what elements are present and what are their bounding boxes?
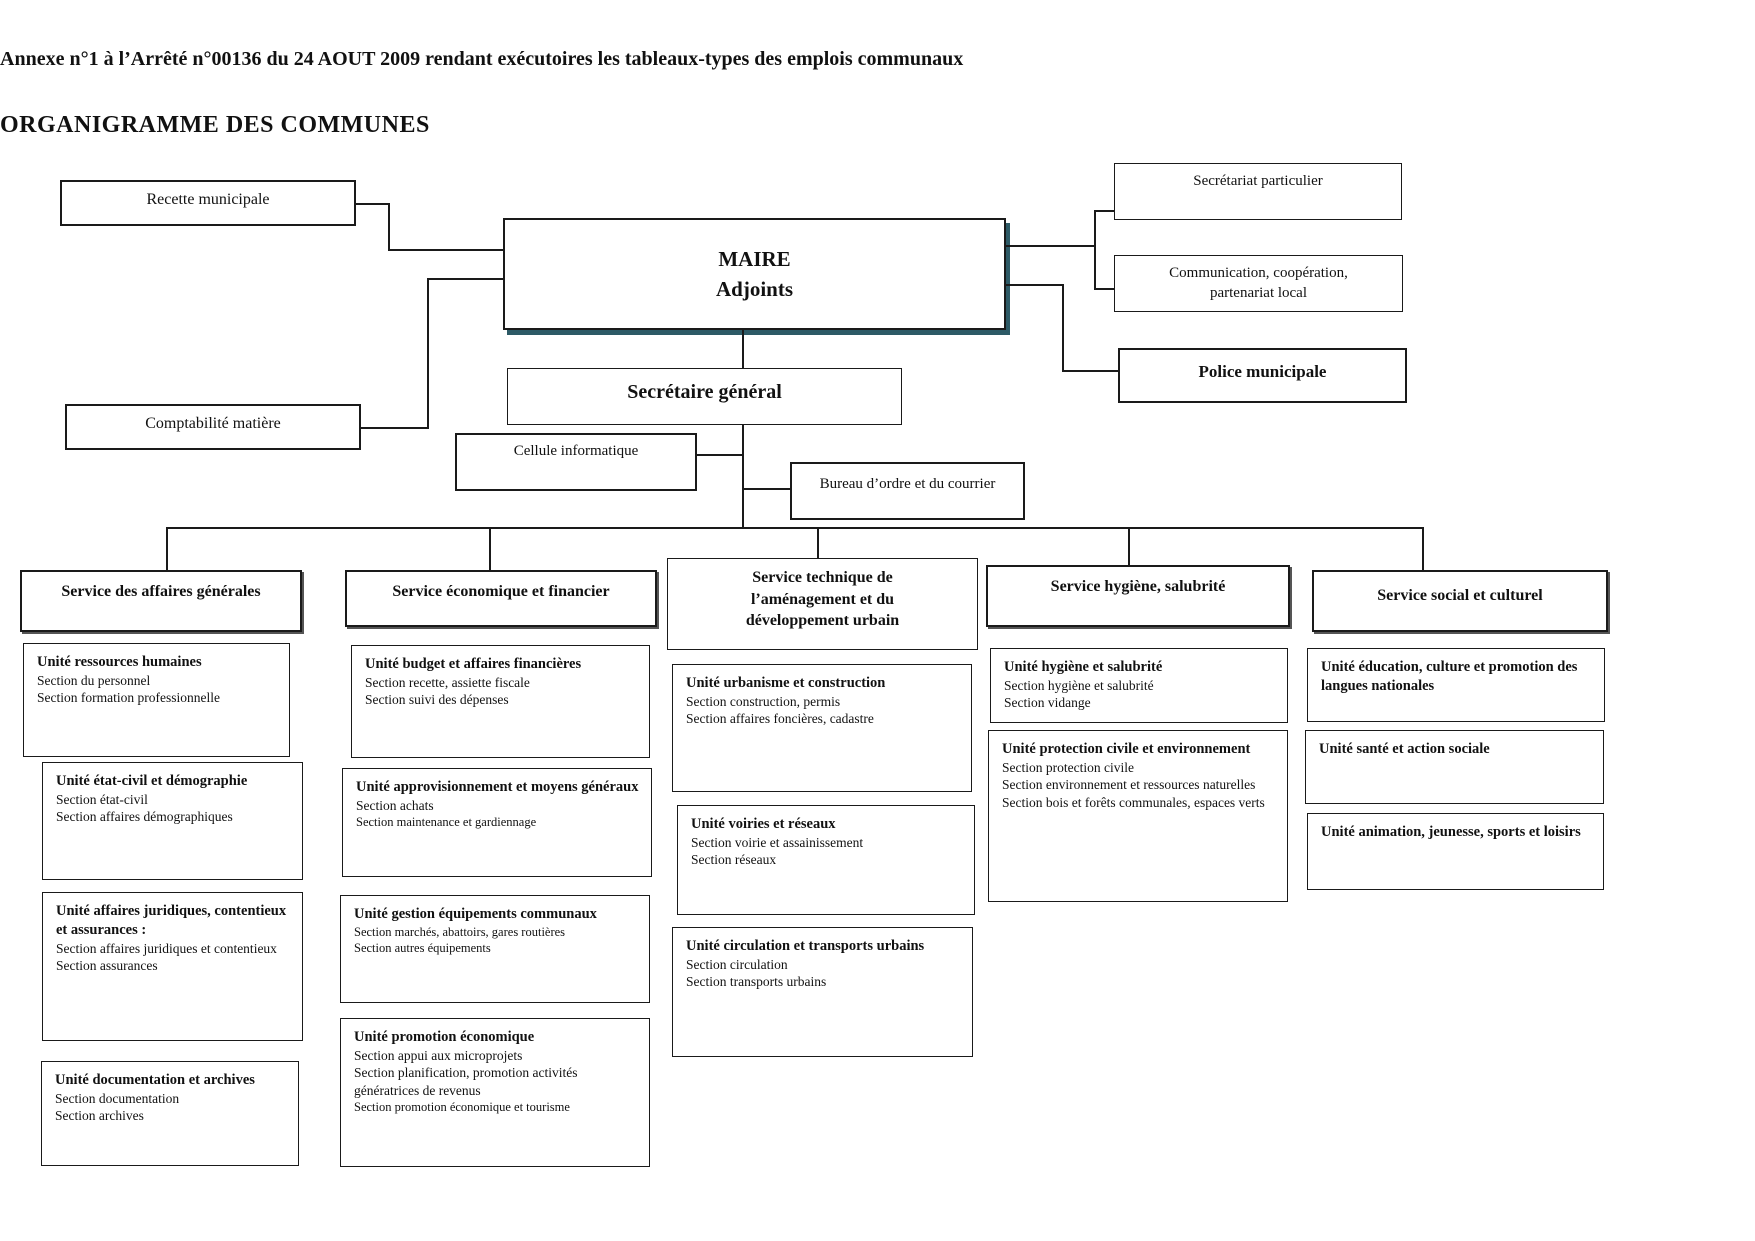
connector-line [1062,370,1118,372]
section-label: Section maintenance et gardiennage [356,815,537,830]
unit-title: Unité budget et affaires financières [365,656,582,672]
communication-line1: Communication, coopération, [1169,265,1348,281]
unit-title: Unité urbanisme et construction [686,675,886,691]
section-label: Section recette, assiette fiscale [365,674,530,690]
section-label: Section circulation [686,956,788,972]
section-label: Section assurances [56,958,158,974]
cellule-informatique-box: Cellule informatique [455,433,697,491]
connector-line [427,278,503,280]
unit-box [672,927,973,1057]
section-label: Section transports urbains [686,974,827,990]
section-label: Section formation professionnelle [37,690,220,706]
section-label: Section suivi des dépenses [365,692,509,708]
service-header-label: Service technique de [752,569,893,586]
section-label: Section affaires foncières, cadastre [686,711,874,727]
unit-title: Unité circulation et transports urbains [686,938,925,954]
connector-line [1094,288,1114,290]
unit-box [988,730,1288,902]
connector-line [166,527,168,572]
connector-line [1062,284,1064,372]
section-label: Section réseaux [691,852,777,868]
section-label: Section construction, permis [686,693,841,709]
annexe-title: Annexe n°1 à l’Arrêté n°00136 du 24 AOUT 2009 rendant exécutoires les tableaux-types des emplois communaux [0,48,964,70]
section-label: Section du personnel [37,672,151,688]
unit-title: Unité approvisionnement et moyens généraux [356,779,639,795]
unit-box [340,895,650,1003]
unit-title: Unité affaires juridiques, contentieux et assurances : [56,903,287,938]
unit-title: Unité éducation, culture et promotion des langues nationales [1321,659,1578,694]
section-label: Section voirie et assainissement [691,834,864,850]
maire-box [503,218,1006,330]
connector-line [1094,210,1096,290]
section-label: Section environnement et ressources naturelles [1002,777,1256,793]
unit-box [990,648,1288,723]
unit-box [342,768,652,877]
service-header-label: Service social et culturel [1377,587,1543,604]
police-municipale-box: Police municipale [1118,348,1407,403]
service-header-label: Service des affaires générales [61,583,261,600]
comptabilite-matiere-box: Comptabilité matière [65,404,361,450]
section-label: Section appui aux microprojets [354,1047,523,1063]
service-header-label: Service économique et financier [392,583,610,600]
section-label: Section planification, promotion activités génératrices de revenus [354,1065,578,1098]
section-label: Section bois et forêts communales, espaces verts [1002,794,1265,810]
section-label: Section affaires démographiques [56,809,233,825]
communication-line2: partenariat local [1209,285,1308,302]
unit-title: Unité voiries et réseaux [691,816,836,832]
unit-box [42,762,303,880]
connector-line [1094,210,1114,212]
service-header-label: développement urbain [745,612,900,630]
section-label: Section marchés, abattoirs, gares routières [354,924,566,939]
unit-box [1307,813,1604,890]
diagram-title: ORGANIGRAMME DES COMMUNES [0,112,430,138]
unit-box [42,892,303,1041]
connector-line [1422,527,1424,572]
unit-title: Unité documentation et archives [55,1072,255,1088]
unit-box [340,1018,650,1167]
connector-line [388,203,390,251]
unit-title: Unité ressources humaines [37,654,202,670]
connector-line [744,488,790,490]
unit-title: Unité animation, jeunesse, sports et loisirs [1321,824,1581,840]
section-label: Section archives [55,1108,144,1124]
connector-line [1128,527,1130,567]
section-label: Section promotion économique et tourisme [354,1100,570,1115]
connector-line [427,278,429,429]
unit-title: Unité santé et action sociale [1319,741,1490,757]
service-header [667,558,978,650]
unit-box [1307,648,1605,722]
unit-box [1305,730,1604,804]
service-header [986,565,1290,627]
unit-title: Unité protection civile et environnement [1002,741,1251,757]
connector-line [356,203,390,205]
service-header [1312,570,1608,632]
section-label: Section documentation [55,1090,180,1106]
section-label: Section affaires juridiques et contentieux [56,940,277,956]
section-label: Section hygiène et salubrité [1004,677,1154,693]
secretariat-particulier-box: Secrétariat particulier [1114,163,1402,220]
maire-label: MAIRE [718,246,791,271]
service-header-label: l’aménagement et du [750,590,895,608]
connector-line [388,249,503,251]
connector-line [817,527,819,560]
unit-box [677,805,975,915]
connector-line [697,454,743,456]
unit-box [351,645,650,758]
section-label: Section protection civile [1002,759,1134,775]
secretaire-general-box: Secrétaire général [507,368,902,425]
connector-line [742,425,744,528]
unit-title: Unité état-civil et démographie [56,773,248,789]
unit-box [23,643,290,757]
unit-box [672,664,972,792]
service-header-label: Service hygiène, salubrité [1050,578,1226,595]
unit-title: Unité gestion équipements communaux [354,906,597,922]
service-header [20,570,302,632]
bureau-ordre-box: Bureau d’ordre et du courrier [790,462,1025,520]
connector-line [1006,245,1096,247]
connector-line [489,527,491,572]
section-label: Section état-civil [56,791,148,807]
unit-title: Unité promotion économique [354,1029,535,1045]
service-header [345,570,657,627]
section-label: Section vidange [1004,695,1091,711]
distribution-line [166,527,1424,529]
connector-line [742,330,744,368]
connector-line [1006,284,1064,286]
unit-title: Unité hygiène et salubrité [1004,659,1163,675]
adjoints-label: Adjoints [715,277,794,301]
section-label: Section autres équipements [354,941,491,956]
communication-box [1114,255,1403,312]
recette-municipale-box: Recette municipale [60,180,356,226]
unit-box [41,1061,299,1166]
section-label: Section achats [356,797,434,813]
connector-line [361,427,429,429]
